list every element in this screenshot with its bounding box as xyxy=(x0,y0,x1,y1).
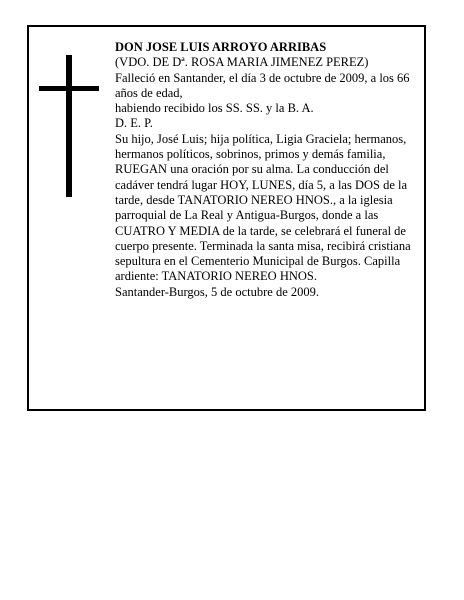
cross-horizontal-bar xyxy=(39,86,99,91)
notice-text xyxy=(115,40,419,300)
funeral-details: RUEGAN una oración por su alma. La conducción del cadáver tendrá lugar HOY, LUNES, día 5, a las DOS de la tarde, desde TANATORIO NEREO HNOS., a la iglesia parroquial de La Real y Antigua-Burgos, donde a las CUATRO Y MEDIA de la tarde, se celebrará el funeral de cuerpo presente. Terminada la santa misa, recibirá cristiana sepultura en el Cementerio Municipal de Burgos. Capilla ardiente: TANATORIO NEREO HNOS. xyxy=(115,162,411,284)
deceased-name: DON JOSE LUIS ARROYO ARRIBAS xyxy=(115,40,327,54)
death-details: Falleció en Santander, el día 3 de octubre de 2009, a los 66 años de edad, xyxy=(115,70,410,100)
place-date: Santander-Burgos, 5 de octubre de 2009. xyxy=(115,284,319,299)
sacraments: habiendo recibido los SS. SS. y la B. A. xyxy=(115,101,314,116)
rip-line: D. E. P. xyxy=(115,116,153,131)
cross-icon xyxy=(39,55,99,197)
widower-of: (VDO. DE Dª. ROSA MARIA JIMENEZ PEREZ) xyxy=(115,55,369,70)
family-line: Su hijo, José Luis; hija política, Ligia Graciela; hermanos, hermanos políticos, sobrinos, primos y demás familia, xyxy=(115,131,407,162)
cross-vertical-bar xyxy=(66,55,72,197)
obituary-notice xyxy=(27,25,426,411)
